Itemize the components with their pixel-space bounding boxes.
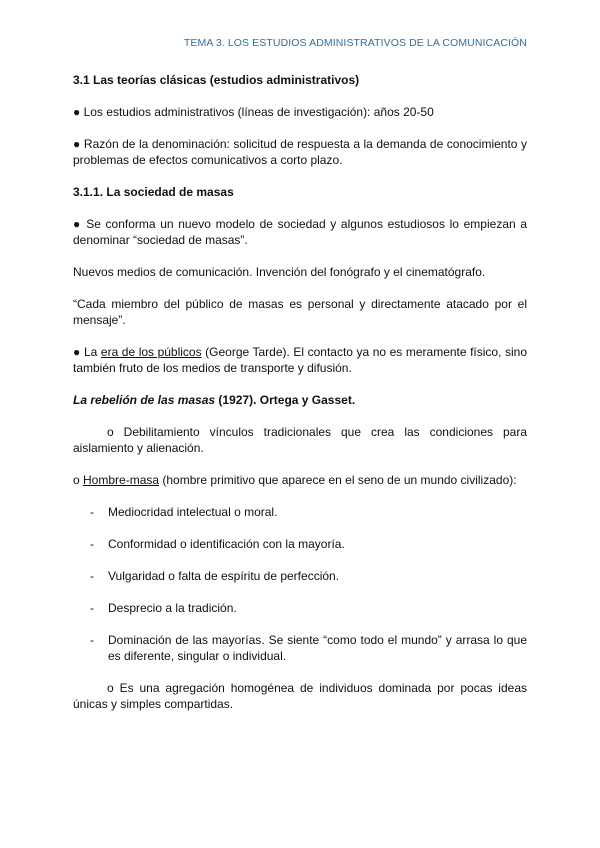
paragraph-quote-publico: “Cada miembro del público de masas es personal y directamente atacado por el mensaje”. xyxy=(73,297,527,327)
paragraph-debilitamiento: o Debilitamiento vínculos tradicionales que crea las condiciones para aislamiento y alienación. xyxy=(73,425,527,455)
list-dash: - xyxy=(90,633,94,647)
list-item-text: Vulgaridad o falta de espíritu de perfección. xyxy=(108,569,340,583)
list-dash: - xyxy=(90,569,94,583)
list-dash: - xyxy=(90,505,94,519)
paragraph-era-publicos xyxy=(73,344,527,376)
paragraph-nuevos-medios: Nuevos medios de comunicación. Invención del fonógrafo y el cinematógrafo. xyxy=(73,265,486,279)
hombre-rest: (hombre primitivo que aparece en el seno de un mundo civilizado): xyxy=(159,473,517,487)
list-dash: - xyxy=(90,537,94,551)
list-item xyxy=(73,536,527,552)
paragraph-agregacion: o Es una agregación homogénea de individuos dominada por pocas ideas únicas y simples compartidas. xyxy=(73,681,527,711)
hombre-prefix: o xyxy=(73,473,84,487)
list-item-text: Desprecio a la tradición. xyxy=(108,601,237,615)
list-item xyxy=(73,568,527,584)
section-heading-3-1-1: 3.1.1. La sociedad de masas xyxy=(73,185,234,199)
list-item-text: Dominación de las mayorías. Se siente “como todo el mundo” y arrasa lo que es diferente, singular o individual. xyxy=(108,633,527,663)
hombre-masa-link[interactable]: Hombre-masa xyxy=(83,473,160,487)
page-header: TEMA 3. LOS ESTUDIOS ADMINISTRATIVOS DE LA COMUNICACIÓN xyxy=(183,37,527,49)
era-de-los-publicos-link[interactable]: era de los públicos xyxy=(100,345,202,359)
paragraph-razon-denominacion: ● Razón de la denominación: solicitud de respuesta a la demanda de conocimiento y problemas de efectos comunicativos a corto plazo. xyxy=(73,137,527,167)
paragraph-nuevo-modelo: ● Se conforma un nuevo modelo de sociedad y algunos estudiosos lo empiezan a denominar “sociedad de masas”. xyxy=(73,217,527,247)
list-item-text: Conformidad o identificación con la mayoría. xyxy=(108,537,345,551)
section-heading-rebelion xyxy=(73,392,527,408)
paragraph-hombre-masa xyxy=(73,472,527,488)
book-title-rest: (1927). Ortega y Gasset. xyxy=(215,393,356,407)
book-title: La rebelión de las masas xyxy=(73,393,216,407)
paragraph-estudios-administrativos: ● Los estudios administrativos (líneas de investigación): años 20-50 xyxy=(73,105,434,119)
era-prefix: ● La xyxy=(73,345,101,359)
list-item-text: Mediocridad intelectual o moral. xyxy=(108,505,278,519)
era-rest: (George Tarde). El contacto ya no es meramente físico, sino también fruto de los medios de transporte y difusión. xyxy=(73,345,527,375)
section-heading-3-1: 3.1 Las teorías clásicas (estudios administrativos) xyxy=(73,73,360,87)
list-dash: - xyxy=(90,601,94,615)
list-item xyxy=(73,632,527,664)
list-item xyxy=(73,504,527,520)
list-item xyxy=(73,600,527,616)
